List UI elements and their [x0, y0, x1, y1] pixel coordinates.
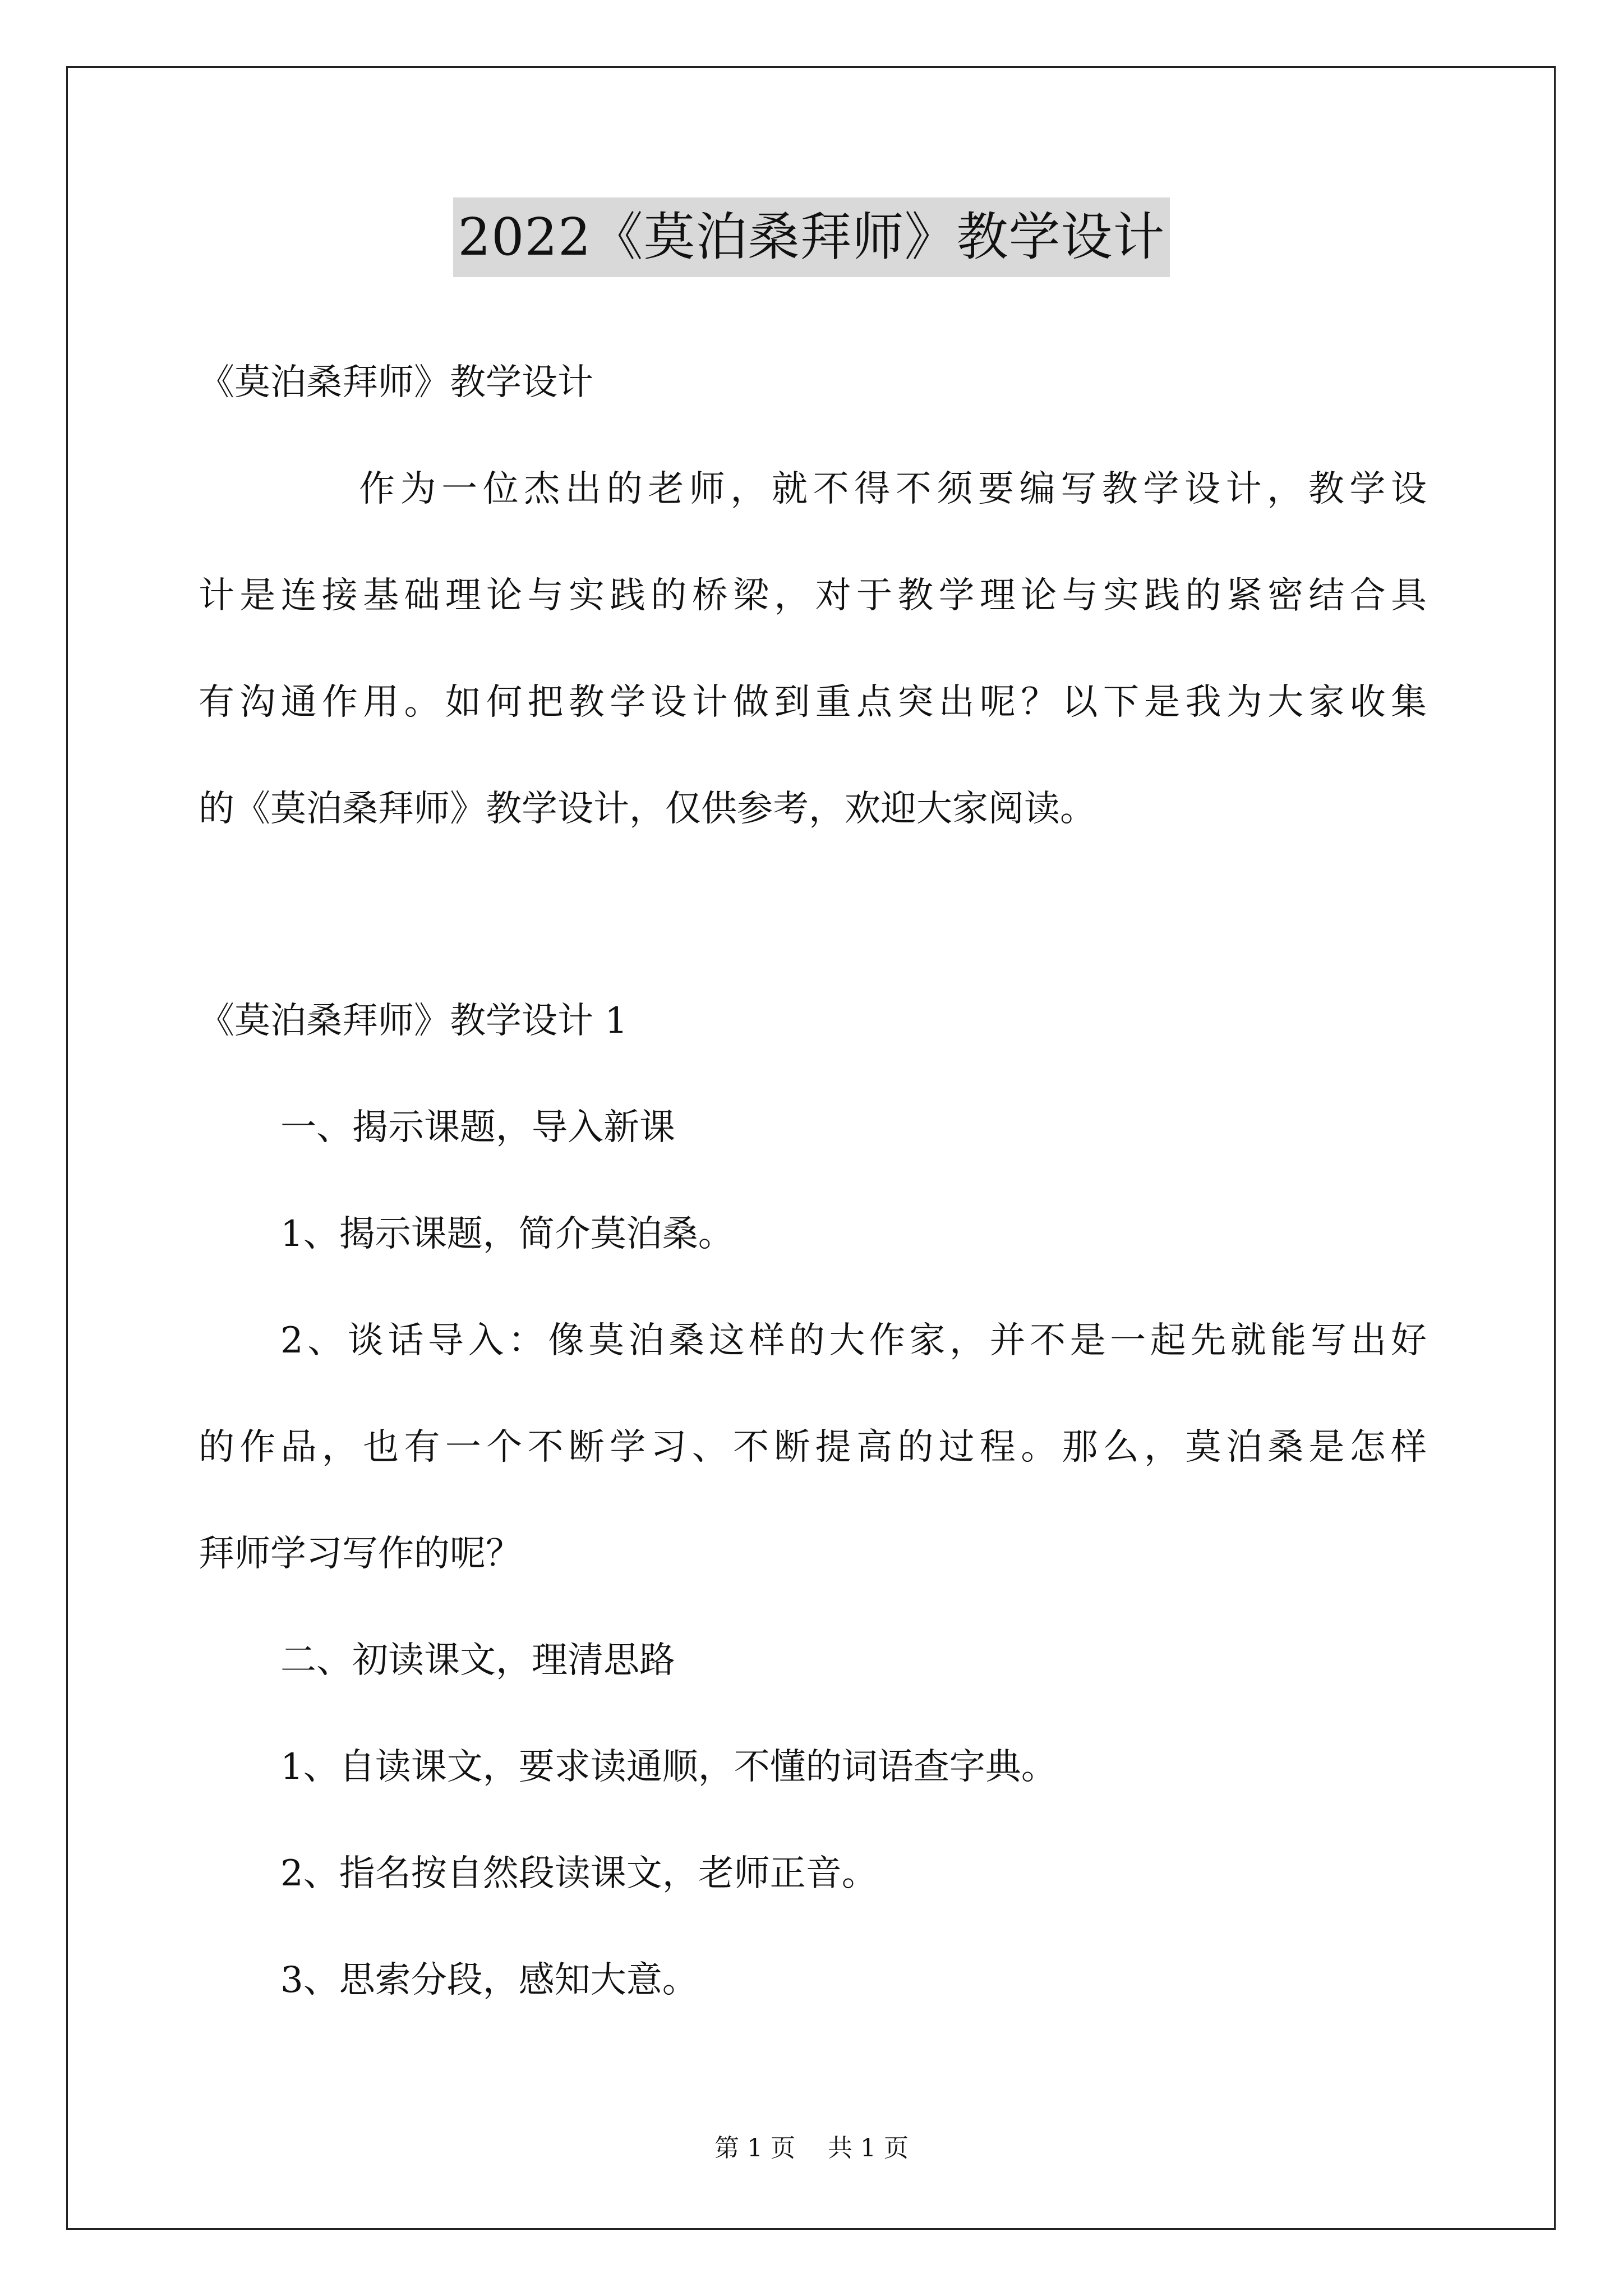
part2-item-1: 1、自读课文，要求读通顺，不懂的词语查字典。: [280, 1746, 1057, 1788]
subtitle: 《莫泊桑拜师》教学设计: [199, 362, 593, 403]
intro-line-1: 作为一位杰出的老师，就不得不须要编写教学设计，教学设: [359, 468, 1427, 510]
part2-heading: 二、初读课文，理清思路: [280, 1640, 675, 1681]
document-title: 2022《莫泊桑拜师》教学设计: [453, 197, 1169, 277]
intro-line-4: 的《莫泊桑拜师》教学设计，仅供参考，欢迎大家阅读。: [199, 788, 1096, 830]
page-footer: [0, 2132, 1623, 2165]
part1-heading: 一、揭示课题，导入新课: [280, 1107, 675, 1148]
part1-item-2-line-3: 拜师学习写作的呢？: [199, 1533, 522, 1575]
part1-item-2-line-2: 的作品，也有一个不断学习、不断提高的过程。那么，莫泊桑是怎样: [199, 1427, 1427, 1468]
intro-line-3: 有沟通作用。如何把教学设计做到重点突出呢？以下是我为大家收集: [199, 682, 1427, 723]
page-total: 共 1 页: [828, 2134, 909, 2162]
part1-item-2-line-1: 2、谈话导入：像莫泊桑这样的大作家，并不是一起先就能写出好: [280, 1320, 1427, 1361]
document-title-block: [0, 197, 1623, 277]
page-number: 第 1 页: [714, 2134, 795, 2162]
part2-item-3: 3、思索分段，感知大意。: [280, 1959, 698, 2001]
part1-item-1: 1、揭示课题，简介莫泊桑。: [280, 1213, 734, 1255]
section-title: 《莫泊桑拜师》教学设计 1: [199, 1000, 628, 1042]
part2-item-2: 2、指名按自然段读课文，老师正音。: [280, 1853, 878, 1894]
intro-line-2: 计是连接基础理论与实践的桥梁，对于教学理论与实践的紧密结合具: [199, 575, 1427, 616]
